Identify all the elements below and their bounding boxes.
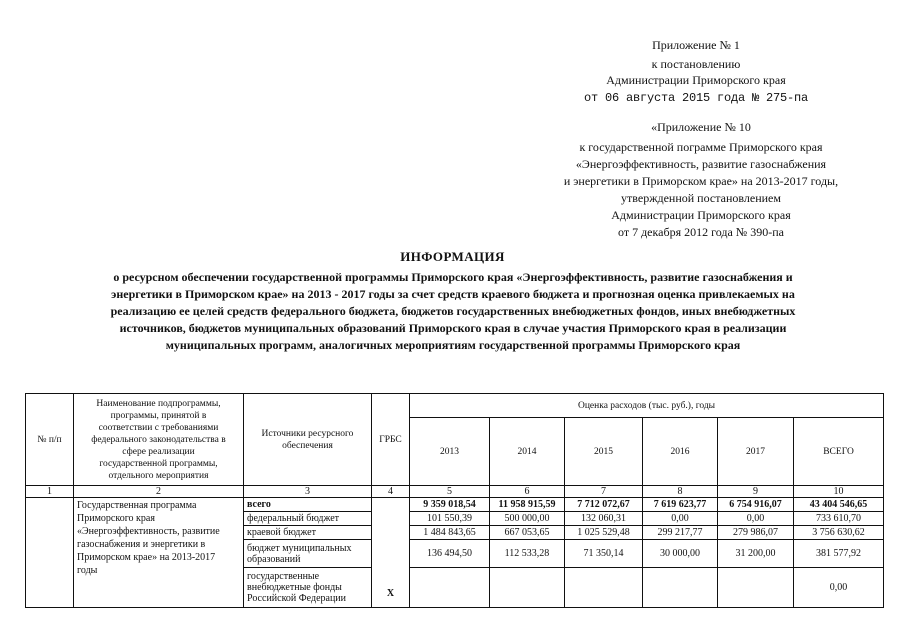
source-federal	[244, 512, 372, 526]
column-number: 9	[718, 486, 794, 498]
value-2015	[565, 568, 643, 608]
value-2013: 1 484 843,65	[410, 526, 490, 540]
source-regional-label: краевой бюджет	[247, 527, 316, 538]
header-name-line-4: федерального законодательства в	[91, 434, 226, 445]
header-year-2017: 2017	[718, 418, 794, 486]
program-name-line-1: Государственная программа	[77, 500, 197, 511]
program-number	[26, 498, 74, 608]
program-name-line-4: газоснабжения и энергетики в	[77, 539, 206, 550]
source-total-label: всего	[247, 499, 271, 510]
value-2014	[490, 568, 565, 608]
value-total: 733 610,70	[794, 512, 884, 526]
value-2014: 500 000,00	[490, 512, 565, 526]
value-2017	[718, 568, 794, 608]
program-ref-line-6: от 7 декабря 2012 года № 390-па	[617, 225, 785, 239]
subtitle-line-1: о ресурсном обеспечении государственной программы Приморского края «Энергоэффективность, развитие газоснабжения и	[113, 270, 793, 284]
value-total: 3 756 630,62	[794, 526, 884, 540]
program-name-line-3: «Энергоэффективность, развитие	[77, 526, 220, 537]
header-name-line-1: Наименование подпрограммы,	[96, 398, 221, 409]
header-number: № п/п	[26, 394, 74, 486]
value-2015: 132 060,31	[565, 512, 643, 526]
header-year-2014: 2014	[490, 418, 565, 486]
value-2016: 30 000,00	[643, 540, 718, 568]
source-extrabudgetary	[244, 568, 372, 608]
source-federal-label: федеральный бюджет	[247, 513, 340, 524]
value-2013: 136 494,50	[410, 540, 490, 568]
program-name-line-2: Приморского края	[77, 513, 155, 524]
header-expenses: Оценка расходов (тыс. руб.), годы	[410, 394, 884, 418]
appendix-line-2: Администрации Приморского края	[606, 73, 786, 87]
header-name	[74, 394, 244, 486]
source-extrabudgetary-line-1: государственные	[247, 571, 320, 582]
program-ref-line-5: Администрации Приморского края	[611, 208, 791, 222]
program-ref-line-1: к государственной пограмме Приморского края	[579, 140, 823, 154]
table-row-total	[26, 498, 884, 512]
header-name-line-2: программы, принятой в	[110, 410, 207, 421]
header-name-line-5: сфере реализации	[122, 446, 195, 457]
column-number: 8	[643, 486, 718, 498]
value-2013	[410, 568, 490, 608]
subtitle-line-3: реализацию ее целей средств федерального бюджета, бюджетов государственных внебюджетных фондов, иных внебюджетных	[110, 304, 796, 318]
subtitle-line-5: муниципальных программ, аналогичных мероприятиям государственной программы Приморского края	[165, 338, 741, 352]
source-municipal	[244, 540, 372, 568]
source-regional	[244, 526, 372, 540]
program-ref-line-4: утвержденной постановлением	[621, 191, 781, 205]
column-number: 3	[244, 486, 372, 498]
value-2016: 299 217,77	[643, 526, 718, 540]
header-year-2013: 2013	[410, 418, 490, 486]
value-2016	[643, 568, 718, 608]
grbs-value: Х	[372, 498, 410, 608]
header-name-line-7: отдельного мероприятия	[108, 470, 209, 481]
program-ref-line-3: и энергетики в Приморском крае» на 2013-2017 годы,	[563, 174, 839, 188]
header-year-total: ВСЕГО	[794, 418, 884, 486]
source-municipal-line-1: бюджет муниципальных	[247, 542, 352, 554]
program-name-line-6: годы	[77, 565, 98, 576]
column-number: 10	[794, 486, 884, 498]
value-2015: 71 350,14	[565, 540, 643, 568]
source-municipal-line-2: образований	[247, 553, 301, 565]
header-sources-line-1: Источники ресурсного	[261, 428, 354, 439]
header-row-main	[26, 394, 884, 418]
value-2017: 31 200,00	[718, 540, 794, 568]
value-2017: 6 754 916,07	[718, 498, 794, 512]
source-extrabudgetary-line-3: Российской Федерации	[247, 593, 347, 604]
resource-table	[25, 393, 884, 608]
value-2016: 0,00	[643, 512, 718, 526]
value-2014: 11 958 915,59	[490, 498, 565, 512]
source-total	[244, 498, 372, 512]
header-sources-line-2: обеспечения	[282, 440, 333, 451]
value-total: 43 404 546,65	[794, 498, 884, 512]
program-ref-line-2: «Энергоэффективность, развитие газоснабжения	[575, 157, 827, 171]
value-total: 0,00	[794, 568, 884, 608]
header-grbs: ГРБС	[372, 394, 410, 486]
program-ref-heading: «Приложение № 10	[651, 120, 751, 134]
program-name-line-5: Приморском крае» на 2013-2017	[77, 552, 216, 563]
appendix-date: от 06 августа 2015 года № 275-па	[583, 91, 809, 105]
column-number: 4	[372, 486, 410, 498]
header-sources	[244, 394, 372, 486]
value-2013: 101 550,39	[410, 512, 490, 526]
header-year-2015: 2015	[565, 418, 643, 486]
column-number: 6	[490, 486, 565, 498]
program-name	[74, 498, 244, 608]
document-subtitle	[28, 269, 878, 354]
column-number: 1	[26, 486, 74, 498]
value-2013: 9 359 018,54	[410, 498, 490, 512]
header-name-line-3: соответствии с требованиями	[98, 422, 219, 433]
appendix-title: Приложение № 1	[652, 38, 740, 52]
value-2014: 667 053,65	[490, 526, 565, 540]
subtitle-line-4: источников, бюджетов муниципальных образований Приморского края в случае участия Приморского края в реализации	[119, 321, 787, 335]
value-2016: 7 619 623,77	[643, 498, 718, 512]
subtitle-line-2: энергетики в Приморском крае» на 2013 - 2017 годы за счет средств краевого бюджета и прогнозная оценка привлекаемых на	[111, 287, 795, 301]
document-title: ИНФОРМАЦИЯ	[400, 249, 505, 264]
value-2015: 1 025 529,48	[565, 526, 643, 540]
source-extrabudgetary-line-2: внебюджетные фонды	[247, 582, 342, 593]
column-number: 2	[74, 486, 244, 498]
column-number-row	[26, 486, 884, 498]
header-name-line-6: государственной программы,	[99, 458, 218, 469]
value-2017: 279 986,07	[718, 526, 794, 540]
value-2017: 0,00	[718, 512, 794, 526]
value-total: 381 577,92	[794, 540, 884, 568]
header-year-2016: 2016	[643, 418, 718, 486]
column-number: 7	[565, 486, 643, 498]
appendix-line-1: к постановлению	[651, 57, 741, 71]
value-2014: 112 533,28	[490, 540, 565, 568]
value-2015: 7 712 072,67	[565, 498, 643, 512]
column-number: 5	[410, 486, 490, 498]
